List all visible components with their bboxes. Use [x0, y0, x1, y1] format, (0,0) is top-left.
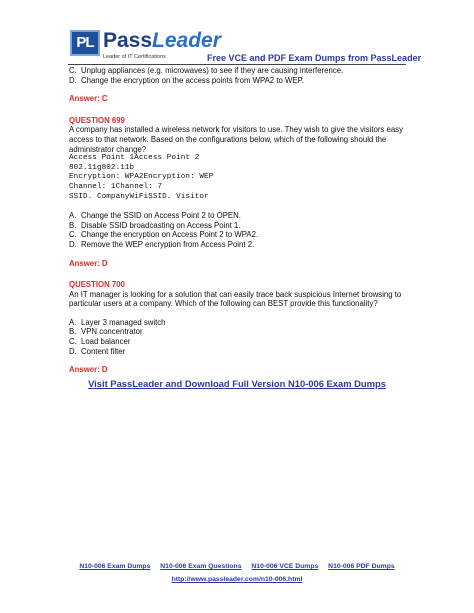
question-699-line: access to that network. Based on the configurations below, which of the following should the — [69, 134, 387, 144]
question-700-line: An IT manager is looking for a solution that can easily trace back suspicious Internet browsing to — [69, 289, 402, 299]
option-row — [69, 211, 409, 221]
option-row — [69, 221, 409, 231]
footer-link-exam-dumps[interactable]: N10-006 Exam Dumps — [79, 563, 151, 570]
option-text: Load balancer — [81, 337, 131, 347]
option-text: Change the encryption on Access Point 2 to WPA2. — [81, 230, 259, 240]
option-letter: C. — [69, 230, 77, 240]
footer-link-vce-dumps[interactable]: N10-006 VCE Dumps — [251, 563, 319, 570]
option-text: Layer 3 managed switch — [81, 317, 166, 327]
answer-prev: Answer: C — [69, 94, 108, 104]
answer-700: Answer: D — [69, 365, 108, 375]
option-row — [69, 327, 409, 337]
option-letter: D. — [69, 239, 77, 249]
option-row — [69, 66, 409, 76]
option-text: Change the SSID on Access Point 2 to OPEN. — [81, 211, 241, 221]
logo-leader: Leader — [152, 29, 221, 52]
footer-links — [0, 563, 474, 570]
promo-link[interactable]: Visit PassLeader and Download Full Version N10-006 Exam Dumps — [88, 378, 386, 389]
option-letter: D. — [69, 346, 77, 356]
config-line: Access Point 1Access Point 2 — [69, 154, 200, 163]
passleader-logo — [70, 28, 220, 64]
logo-tagline: Leader of IT Certifications — [103, 54, 166, 60]
option-row — [69, 337, 409, 347]
option-text: Content filter — [81, 346, 126, 356]
question-699-line: A company has installed a wireless network for visitors to use. They wish to give the visitors easy — [69, 125, 403, 135]
option-row — [69, 318, 409, 328]
option-text: Disable SSID broadcasting on Access Point 1. — [81, 220, 241, 230]
page-content — [69, 66, 409, 375]
config-line: SSID. CompanyWiFiSSID. Visitor — [69, 192, 209, 201]
option-row — [69, 347, 409, 357]
option-letter: A. — [69, 211, 77, 221]
option-text: VPN concentrator — [81, 327, 143, 337]
config-line: Channel: 1Channel: 7 — [69, 182, 163, 191]
option-letter: D. — [69, 75, 77, 85]
option-letter: B. — [69, 220, 77, 230]
question-699-title: QUESTION 699 — [69, 115, 125, 125]
question-700-line: particular users at a company. Which of the following can BEST provide this functionality? — [69, 299, 378, 309]
option-row — [69, 76, 409, 86]
header-link[interactable]: Free VCE and PDF Exam Dumps from PassLeader — [207, 53, 422, 63]
header-divider — [68, 64, 406, 65]
footer-link-pdf-dumps[interactable]: N10-006 PDF Dumps — [328, 563, 395, 570]
footer-url-link[interactable]: http://www.passleader.com/n10-006.html — [171, 576, 303, 583]
logo-mark: PL — [70, 30, 100, 56]
option-letter: C. — [69, 66, 77, 75]
logo-wordmark — [103, 28, 221, 54]
question-699-line: administrator change? — [69, 144, 147, 154]
option-text: Remove the WEP encryption from Access Point 2. — [81, 239, 255, 249]
option-text: Change the encryption on the access points from WPA2 to WEP. — [81, 75, 304, 85]
option-row — [69, 230, 409, 240]
config-line: 802.11g802.11b — [69, 163, 135, 172]
option-letter: C. — [69, 337, 77, 347]
option-letter: B. — [69, 327, 77, 337]
option-letter: A. — [69, 317, 77, 327]
config-line: Encryption: WPA2Encryption: WEP — [69, 173, 214, 182]
option-text: Unplug appliances (e.g. microwaves) to see if they are causing interference. — [81, 66, 344, 75]
question-700-title: QUESTION 700 — [69, 280, 125, 290]
footer-link-exam-questions[interactable]: N10-006 Exam Questions — [160, 563, 242, 570]
logo-pass: Pass — [103, 29, 153, 52]
option-row — [69, 240, 409, 250]
answer-699: Answer: D — [69, 258, 108, 268]
